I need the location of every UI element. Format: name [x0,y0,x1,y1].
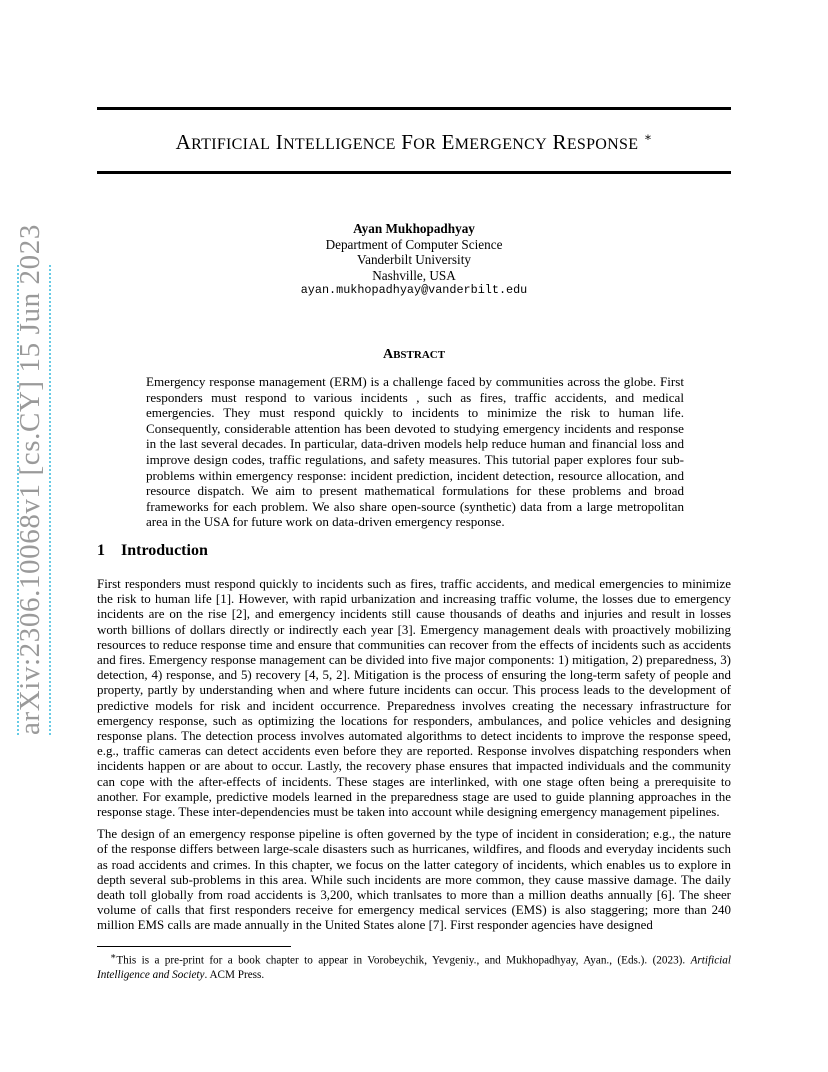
section-heading [97,542,208,560]
footnote-rule [97,946,291,947]
author-location: Nashville, USA [372,267,456,283]
paper-title-text: ARTIFICIAL INTELLIGENCE FOR EMERGENCY RESPONSE [175,130,639,154]
body-text [97,576,731,940]
abstract-heading [97,347,731,363]
author-email: ayan.mukhopadhyay@vanderbilt.edu [300,283,528,298]
footnote-book-title: Artificial Intelligence and Society [97,954,731,981]
author-name: Ayan Mukhopadhyay [353,221,475,236]
title-top-rule [97,107,731,110]
author-department: Department of Computer Science [325,236,503,252]
author-block [97,221,731,299]
section-title: Introduction [121,542,208,559]
paragraph: The design of an emergency response pipeline is often governed by the type of incident in consideration; e.g., the nature of the response differs between large-scale disasters such as hurricanes, wildfires, and floods and everyday incidents such as road accidents and crimes. In this chapter, we focus on the latter category of incidents, which enables us to explore in depth several sub-problems in this area. While such incidents are more common, they cause massive damage. The daily death toll globally from road accidents is 3,200, which tranlsates to more than a million deaths annually [6]. The sheer volume of calls that first responders receive for emergency medical services (EMS) is also staggering; more than 240 million EMS calls are made annually in the United States alone [7]. First responder agencies have designed [97,826,731,933]
footnote-text: This is a pre-print for a book chapter to appear in Vorobeychik, Yevgeniy., and Mukhopadhyay, Ayan., (Eds.). (2023). [116,954,691,967]
author-university: Vanderbilt University [357,252,471,268]
paper-title [97,130,731,155]
footnote-marker: ∗ [110,952,117,962]
paragraph: First responders must respond quickly to incidents such as fires, traffic accidents, and medical emergencies to minimize the risk to human life [1]. However, with rapid urbanization and increasing traffic volume, the losses due to emergency incidents are on the rise [2], and emergency incidents still cause thousands of deaths and injuries and result in losses worth billions of dollars directly or indirectly each year [3]. Emergency management deals with proactively mobilizing resources to reduce response time and ensure that communities can recover from the effects of incidents such as accidents and fires. Emergency response management can be divided into five major components: 1) mitigation, 2) preparedness, 3) detection, 4) response, and 5) recovery [4, 5, 2]. Mitigation is the process of ensuring the long-term safety of people and property, partly by understanding when and where future incidents can occur. This process leads to the development of predictive models for risk and incident occurrence. Preparedness involves creating the necessary infrastructure for emergency response, such as optimizing the locations for responders, ambulances, and police vehicles and designing response plans. The detection process involves automated algorithms to detect incidents to improve the response speed, e.g., traffic cameras can detect accidents even before they are reported. Response involves dispatching responders when incidents happen or are about to occur. Lastly, the recovery phase ensures that impacted individuals and the community can cope with the after-effects of incidents. These stages are interlinked, with one stage often being a prerequisite to another. For example, predictive models learned in the preparedness stage are used to guide planning approaches in the response stage. These inter-dependencies must be taken into account while designing emergency management pipelines. [97,576,731,820]
section-number: 1 [97,542,105,559]
footnote [97,950,731,982]
title-footnote-marker: ∗ [643,130,653,144]
footnote-publisher: . ACM Press. [204,968,265,981]
title-bottom-rule [97,171,731,174]
abstract-heading-text: ABSTRACT [382,347,446,362]
abstract-text: Emergency response management (ERM) is a challenge faced by communities across the globe. First responders must respond to various incidents , such as fires, traffic accidents, and medical emergencies. They must respond quickly to incidents to minimize the risk to human life. Consequently, considerable attention has been devoted to studying emergency incidents and response in the last several decades. In particular, data-driven models help reduce human and financial loss and improve design codes, traffic regulations, and safety measures. This tutorial paper explores four sub-problems within emergency response: incident prediction, incident detection, resource allocation, and resource dispatch. We aim to present mathematical formulations for these problems and broad frameworks for each problem. We also share open-source (synthetic) data from a large metropolitan area in the USA for future work on data-driven emergency response. [146,374,684,530]
arxiv-stamp: arXiv:2306.10068v1 [cs.CY] 15 Jun 2023 [14,224,46,735]
